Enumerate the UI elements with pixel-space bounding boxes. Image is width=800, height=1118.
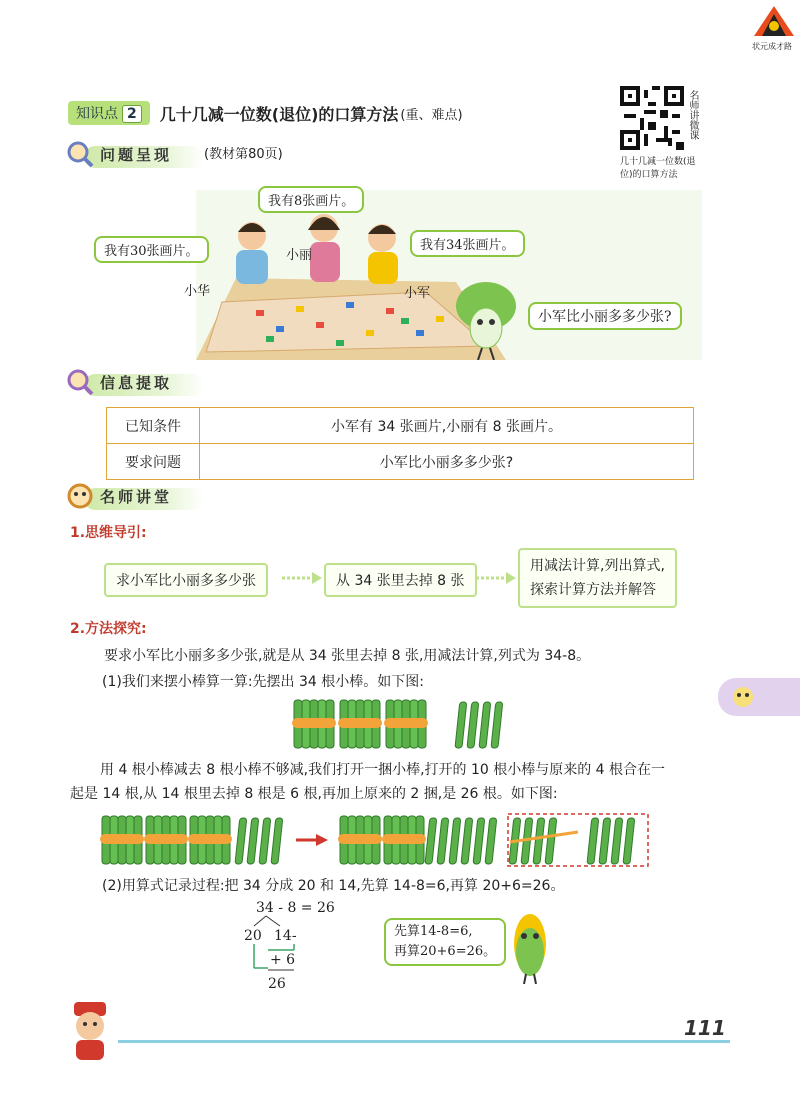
badge-label: 知识点 xyxy=(76,106,118,122)
method-paragraph-2: (1)我们来摆小棒算一算:先摆出 34 根小棒。如下图: xyxy=(102,674,424,690)
info-value-question: 小军比小丽多多少张? xyxy=(200,444,694,480)
calc-equation: 34 - 8 = 26 xyxy=(256,900,335,916)
info-table xyxy=(106,407,694,480)
guide-step-1-text: 求小军比小丽多多少张 xyxy=(116,573,256,589)
arrow-right-icon xyxy=(282,571,322,585)
qr-caption-line1: 几十几减一位数(退 xyxy=(620,157,696,167)
logo-text: 状元成才路 xyxy=(752,42,792,51)
question-bubble: 小军比小丽多多少张? xyxy=(528,302,682,330)
method-paragraph-3-line2: 起是 14 根,从 14 根里去掉 8 根是 6 根,再加上原来的 2 捆,是 26 根。如下图: xyxy=(70,786,558,802)
qr-caption-line2: 位)的口算方法 xyxy=(620,170,678,180)
knowledge-point-badge xyxy=(68,101,150,125)
footer-line xyxy=(118,1040,730,1043)
calc-right-part: 14- xyxy=(274,928,297,944)
speech-bubble-xiaohua: 我有30张画片。 xyxy=(94,236,209,263)
champion-mascot-icon xyxy=(62,998,118,1062)
corner-logo xyxy=(752,4,796,51)
cabbage-mascot-icon xyxy=(446,276,526,360)
sticks-regroup-illustration xyxy=(98,812,652,870)
side-tab xyxy=(718,678,800,716)
calc-left-part: 20 xyxy=(244,928,262,944)
scene-illustration xyxy=(196,190,702,360)
calc-tip-line1: 先算14-8=6, xyxy=(394,924,473,939)
textbook-reference: (教材第80页) xyxy=(204,147,283,162)
section-title-info: 信息提取 xyxy=(100,374,173,392)
method-paragraph-3-line1: 用 4 根小棒减去 8 根小棒不够减,我们打开一捆小棒,打开的 10 根小棒与原来的 4 根合在一 xyxy=(100,762,666,778)
qr-code-icon xyxy=(620,86,684,150)
teacher-mascot-icon xyxy=(66,482,94,510)
page-title: 几十几减一位数(退位)的口算方法 xyxy=(159,104,399,124)
label-xiaohua: 小华 xyxy=(184,284,211,299)
calc-plus-part: + 6 xyxy=(270,952,296,968)
guide-step-1 xyxy=(104,563,268,597)
knowledge-point-header xyxy=(68,101,463,125)
qr-side-text: 名师讲微课 xyxy=(687,90,698,140)
arrow-right-icon xyxy=(476,571,516,585)
info-label-question: 要求问题 xyxy=(107,444,200,480)
section-title-lecture: 名师讲堂 xyxy=(100,488,173,506)
guide-heading: 1.思维导引: xyxy=(70,525,147,541)
method-paragraph-4: (2)用算式记录过程:把 34 分成 20 和 14,先算 14-8=6,再算 20+6=26。 xyxy=(102,878,565,894)
calc-result: 26 xyxy=(268,976,286,992)
method-paragraph-1: 要求小军比小丽多多少张,就是从 34 张里去掉 8 张,用减法计算,列式为 34-8。 xyxy=(104,648,591,664)
page-number: 111 xyxy=(684,1016,726,1040)
section-title-problem: 问题呈现 xyxy=(100,146,173,164)
title-note: (重、难点) xyxy=(400,107,463,123)
guide-step-3 xyxy=(518,548,677,608)
method-heading: 2.方法探究: xyxy=(70,621,147,637)
calc-tip-line2: 再算20+6=26。 xyxy=(394,944,497,959)
sticks-34-illustration xyxy=(290,698,516,752)
guide-step-2 xyxy=(324,563,477,597)
qr-code[interactable] xyxy=(620,86,684,150)
info-mascot-icon xyxy=(66,368,94,396)
label-xiaoli: 小丽 xyxy=(286,248,313,263)
table-row xyxy=(107,408,694,444)
badge-number: 2 xyxy=(122,105,142,123)
calc-connector-lines xyxy=(244,914,304,976)
label-xiaojun: 小军 xyxy=(404,286,431,301)
guide-step-2-text: 从 34 张里去掉 8 张 xyxy=(336,573,465,589)
corn-mascot-icon xyxy=(500,904,560,984)
magnifier-mascot-icon xyxy=(66,140,94,168)
flame-logo-icon xyxy=(752,4,796,38)
guide-step-3-line2: 探索计算方法并解答 xyxy=(530,582,656,598)
flower-mascot-icon xyxy=(728,682,758,712)
speech-bubble-xiaoli: 我有8张画片。 xyxy=(258,186,364,213)
info-label-known: 已知条件 xyxy=(107,408,200,444)
calc-tip-bubble xyxy=(384,918,506,966)
table-row xyxy=(107,444,694,480)
info-value-known: 小军有 34 张画片,小丽有 8 张画片。 xyxy=(200,408,694,444)
guide-step-3-line1: 用减法计算,列出算式, xyxy=(530,558,665,574)
speech-bubble-xiaojun: 我有34张画片。 xyxy=(410,230,525,257)
